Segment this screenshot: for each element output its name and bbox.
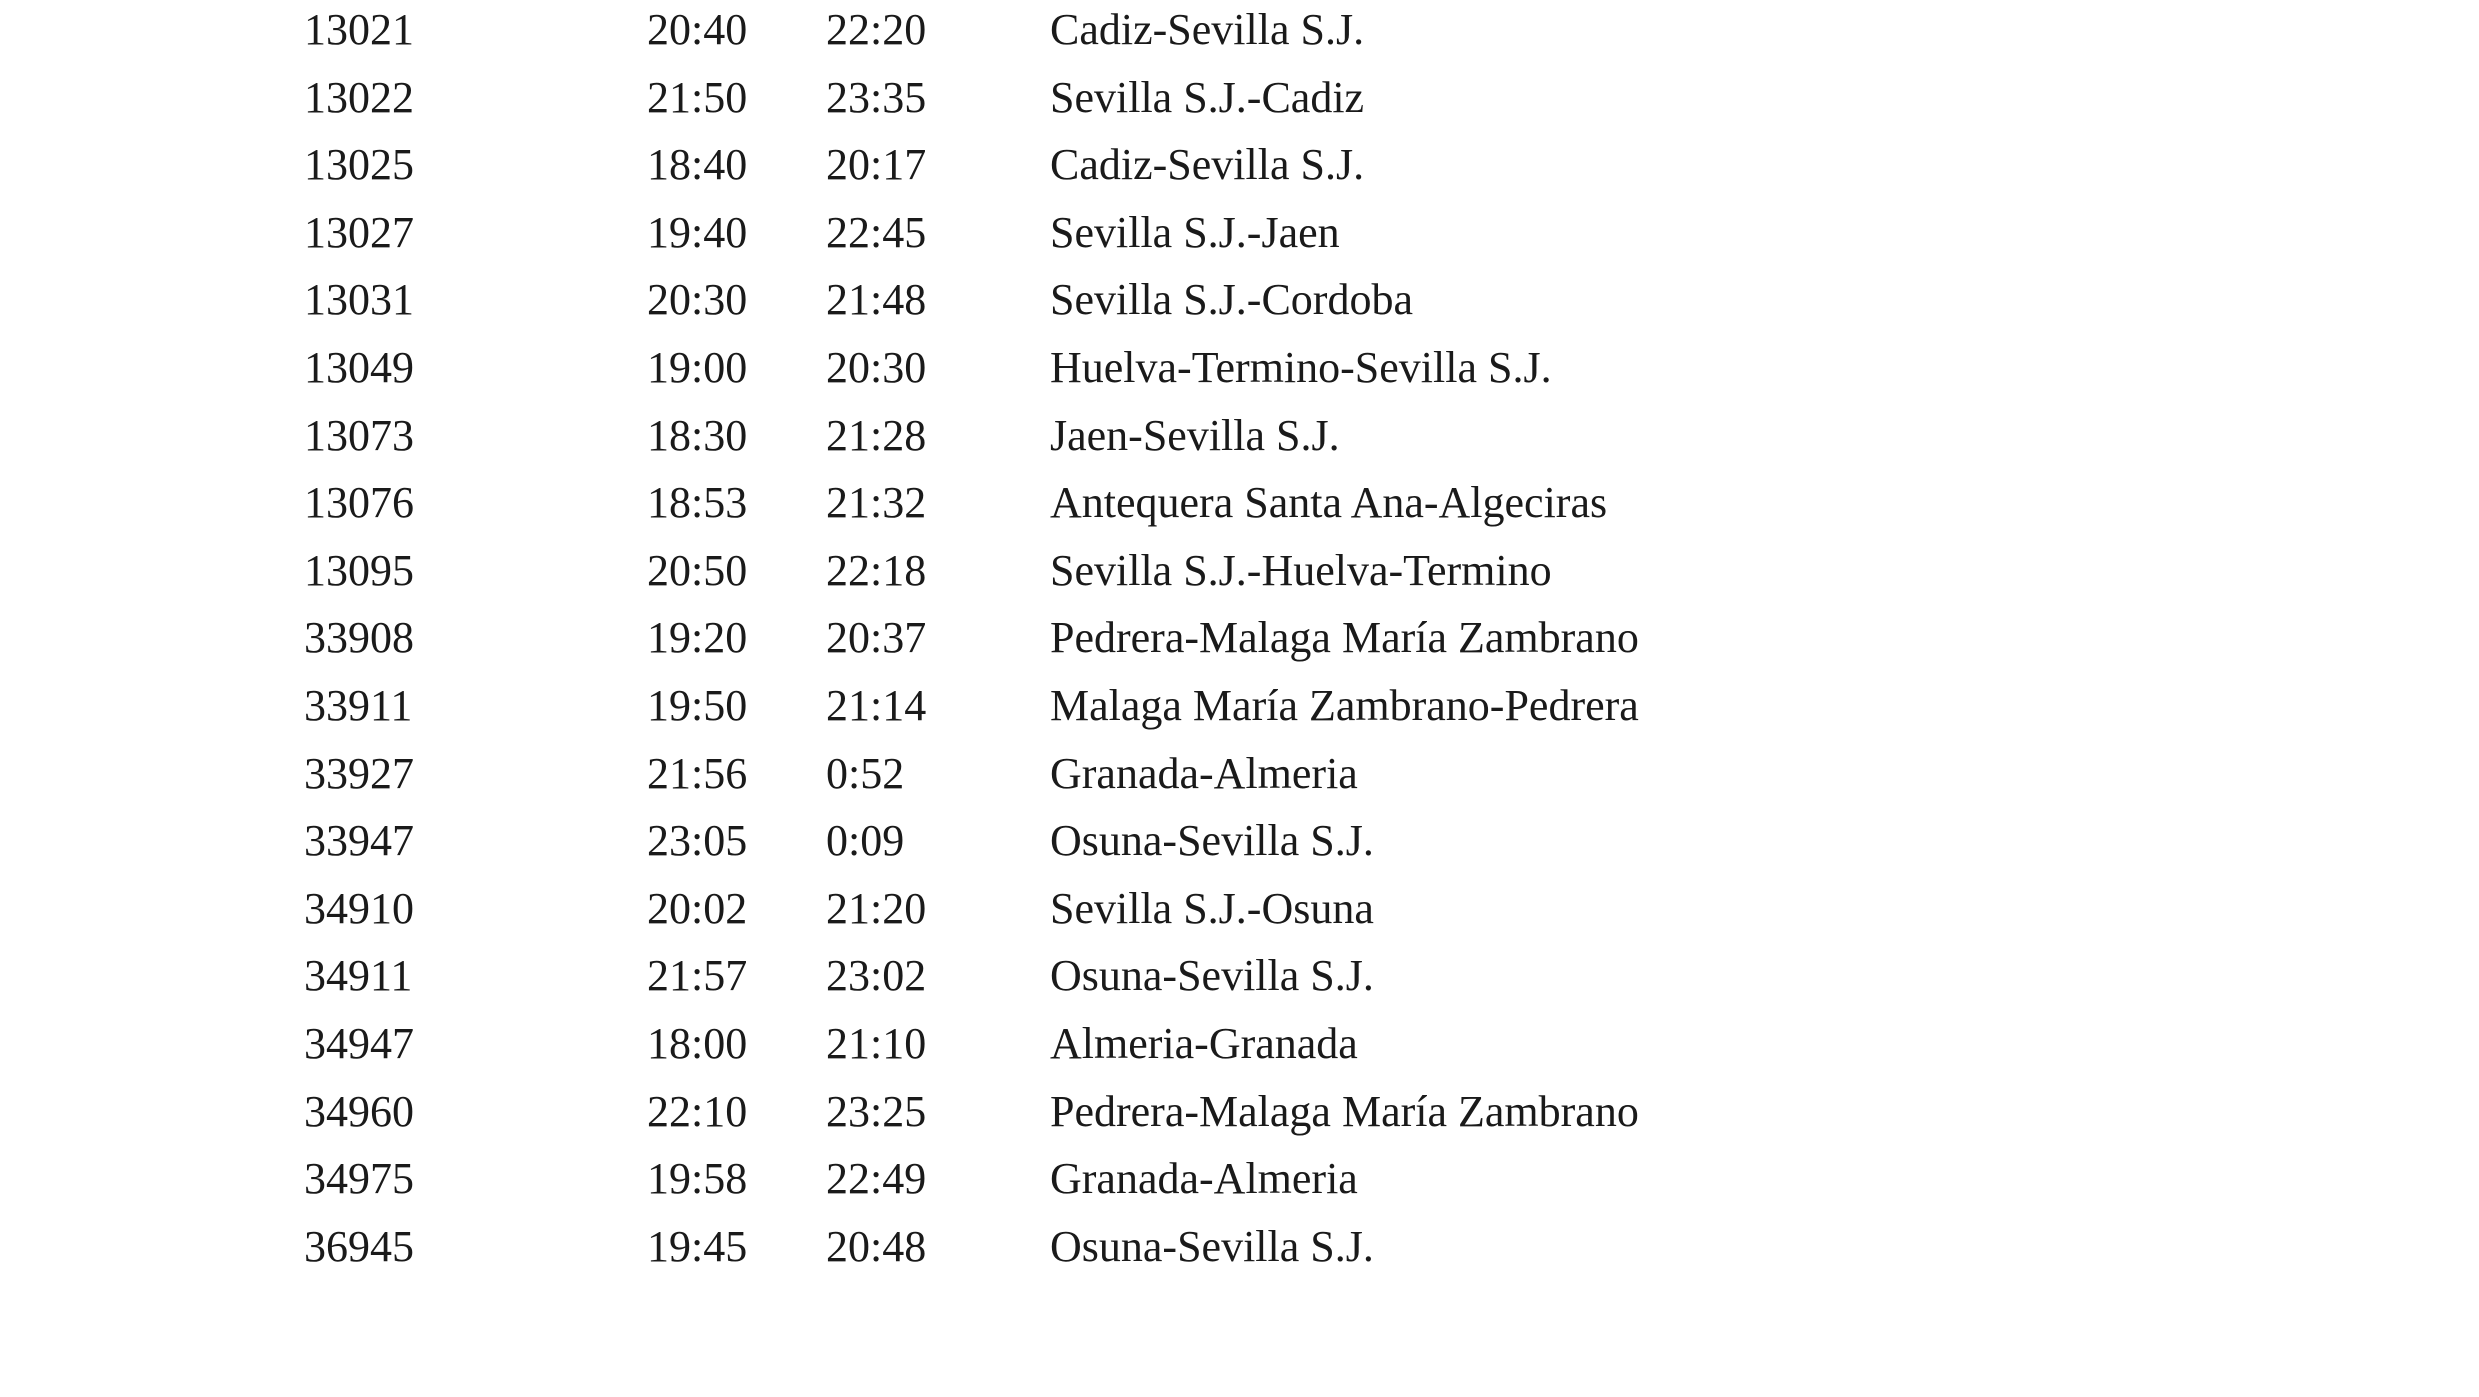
departure-time: 22:10 bbox=[647, 1086, 748, 1136]
departure-time: 20:30 bbox=[647, 275, 748, 325]
arrival-time: 23:25 bbox=[826, 1086, 927, 1136]
route: Osuna-Sevilla S.J. bbox=[1050, 1221, 1374, 1271]
route: Osuna-Sevilla S.J. bbox=[1050, 816, 1374, 866]
train-number: 34911 bbox=[304, 951, 413, 1001]
table-row bbox=[0, 541, 2479, 609]
departure-time: 18:00 bbox=[647, 1018, 748, 1068]
route: Granada-Almeria bbox=[1050, 748, 1358, 798]
table-row bbox=[0, 1082, 2479, 1150]
arrival-time: 20:17 bbox=[826, 140, 927, 190]
departure-time: 20:40 bbox=[647, 5, 748, 54]
table-row bbox=[0, 744, 2479, 812]
route: Osuna-Sevilla S.J. bbox=[1050, 951, 1374, 1001]
train-number: 36945 bbox=[304, 1221, 414, 1271]
arrival-time: 23:35 bbox=[826, 72, 927, 122]
train-number: 34960 bbox=[304, 1086, 414, 1136]
departure-time: 18:53 bbox=[647, 478, 748, 528]
train-number: 34975 bbox=[304, 1154, 414, 1204]
arrival-time: 23:02 bbox=[826, 951, 927, 1001]
train-number: 34910 bbox=[304, 883, 414, 933]
departure-time: 21:57 bbox=[647, 951, 748, 1001]
route: Sevilla S.J.-Huelva-Termino bbox=[1050, 545, 1552, 595]
train-number: 34947 bbox=[304, 1018, 414, 1068]
route: Sevilla S.J.-Cordoba bbox=[1050, 275, 1413, 325]
route: Sevilla S.J.-Jaen bbox=[1050, 207, 1340, 257]
arrival-time: 20:48 bbox=[826, 1221, 927, 1271]
departure-time: 21:56 bbox=[647, 748, 748, 798]
departure-time: 20:02 bbox=[647, 883, 748, 933]
departure-time: 19:40 bbox=[647, 207, 748, 257]
table-row bbox=[0, 203, 2479, 271]
arrival-time: 22:45 bbox=[826, 207, 927, 257]
train-number: 33908 bbox=[304, 613, 414, 663]
arrival-time: 21:14 bbox=[826, 680, 927, 730]
train-number: 13022 bbox=[304, 72, 414, 122]
train-number: 13049 bbox=[304, 342, 414, 392]
arrival-time: 0:52 bbox=[826, 748, 905, 798]
route: Cadiz-Sevilla S.J. bbox=[1050, 5, 1365, 54]
route: Huelva-Termino-Sevilla S.J. bbox=[1050, 342, 1552, 392]
table-row bbox=[0, 473, 2479, 541]
route: Antequera Santa Ana-Algeciras bbox=[1050, 478, 1608, 528]
route: Jaen-Sevilla S.J. bbox=[1050, 410, 1340, 460]
arrival-time: 22:20 bbox=[826, 5, 927, 54]
route: Cadiz-Sevilla S.J. bbox=[1050, 140, 1365, 190]
train-number: 13027 bbox=[304, 207, 414, 257]
arrival-time: 21:28 bbox=[826, 410, 927, 460]
route: Malaga María Zambrano-Pedrera bbox=[1050, 680, 1639, 730]
train-number: 33911 bbox=[304, 680, 413, 730]
departure-time: 19:20 bbox=[647, 613, 748, 663]
arrival-time: 20:30 bbox=[826, 342, 927, 392]
arrival-time: 0:09 bbox=[826, 816, 905, 866]
table-row bbox=[0, 1217, 2479, 1285]
route: Sevilla S.J.-Cadiz bbox=[1050, 72, 1365, 122]
departure-time: 18:40 bbox=[647, 140, 748, 190]
departure-time: 19:58 bbox=[647, 1154, 748, 1204]
train-number: 13021 bbox=[304, 5, 414, 54]
table-row bbox=[0, 879, 2479, 947]
table-row bbox=[0, 946, 2479, 1014]
route: Granada-Almeria bbox=[1050, 1154, 1358, 1204]
table-row bbox=[0, 811, 2479, 879]
arrival-time: 21:32 bbox=[826, 478, 927, 528]
departure-time: 18:30 bbox=[647, 410, 748, 460]
train-number: 13025 bbox=[304, 140, 414, 190]
train-number: 13095 bbox=[304, 545, 414, 595]
arrival-time: 22:18 bbox=[826, 545, 927, 595]
departure-time: 23:05 bbox=[647, 816, 748, 866]
route: Almeria-Granada bbox=[1050, 1018, 1358, 1068]
route: Sevilla S.J.-Osuna bbox=[1050, 883, 1374, 933]
train-number: 13076 bbox=[304, 478, 414, 528]
arrival-time: 20:37 bbox=[826, 613, 927, 663]
train-number: 13031 bbox=[304, 275, 414, 325]
route: Pedrera-Malaga María Zambrano bbox=[1050, 1086, 1639, 1136]
train-number: 13073 bbox=[304, 410, 414, 460]
table-row bbox=[0, 270, 2479, 338]
table-row bbox=[0, 1014, 2479, 1082]
arrival-time: 22:49 bbox=[826, 1154, 927, 1204]
departure-time: 20:50 bbox=[647, 545, 748, 595]
table-row bbox=[0, 406, 2479, 474]
arrival-time: 21:10 bbox=[826, 1018, 927, 1068]
table-row bbox=[0, 135, 2479, 203]
table-row bbox=[0, 338, 2479, 406]
departure-time: 21:50 bbox=[647, 72, 748, 122]
train-number: 33947 bbox=[304, 816, 414, 866]
route: Pedrera-Malaga María Zambrano bbox=[1050, 613, 1639, 663]
table-row bbox=[0, 0, 2479, 68]
departure-time: 19:45 bbox=[647, 1221, 748, 1271]
table-row bbox=[0, 1149, 2479, 1217]
table-row bbox=[0, 676, 2479, 744]
arrival-time: 21:48 bbox=[826, 275, 927, 325]
arrival-time: 21:20 bbox=[826, 883, 927, 933]
departure-time: 19:50 bbox=[647, 680, 748, 730]
table-row bbox=[0, 68, 2479, 136]
table-row bbox=[0, 608, 2479, 676]
departure-time: 19:00 bbox=[647, 342, 748, 392]
train-number: 33927 bbox=[304, 748, 414, 798]
